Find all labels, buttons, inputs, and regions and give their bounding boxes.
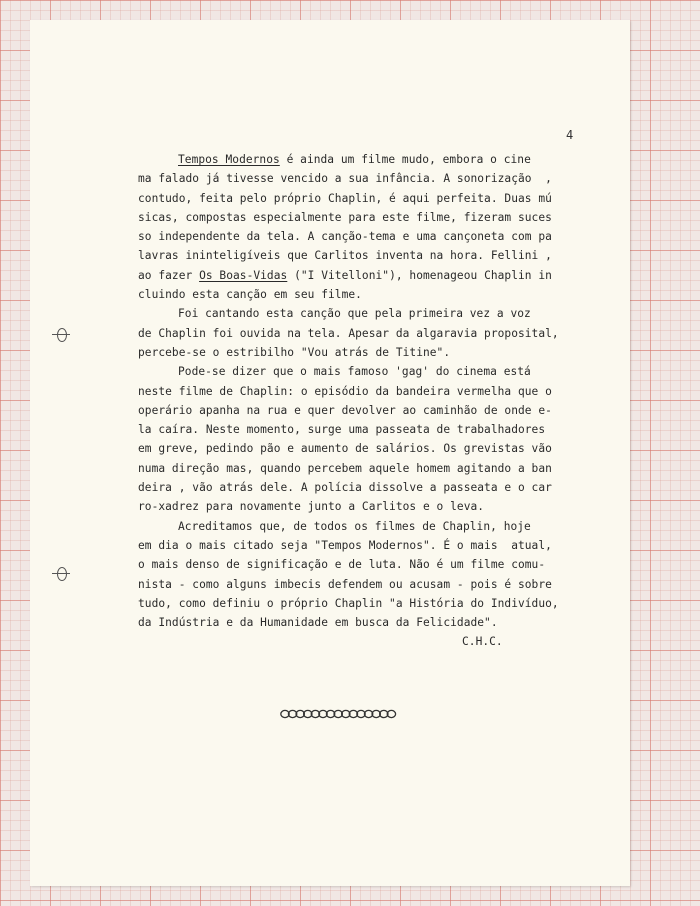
- text-segment: sicas, compostas especialmente para este filme, fizeram suces: [138, 210, 552, 224]
- body-text: [138, 150, 588, 652]
- text-segment: la caíra. Neste momento, surge uma passeata de trabalhadores: [138, 423, 546, 437]
- text-segment: nista - como alguns imbecis defendem ou acusam - pois é sobre: [138, 577, 552, 591]
- text-line: [138, 613, 588, 632]
- text-line: [138, 362, 588, 381]
- text-segment: é ainda um filme mudo, embora o cine: [279, 153, 531, 166]
- text-line: [138, 575, 588, 594]
- text-segment: da Indústria e da Humanidade em busca da Felicidade".: [138, 616, 498, 630]
- text-line: [138, 169, 588, 188]
- text-line: [138, 594, 588, 613]
- text-line: [138, 497, 588, 516]
- text-line: [138, 343, 588, 362]
- text-line: [138, 401, 588, 420]
- text-segment: ("I Vitelloni"), homenageou Chaplin in: [287, 268, 552, 282]
- text-line: [138, 208, 588, 227]
- text-line: [138, 478, 588, 497]
- text-segment: Foi cantando esta canção que pela primeira vez a voz: [178, 307, 531, 321]
- text-segment: neste filme de Chaplin: o episódio da bandeira vermelha que o: [138, 384, 552, 398]
- text-segment: ao fazer: [138, 268, 200, 282]
- text-segment: tudo, como definiu o próprio Chaplin "a História do Indivíduo,: [138, 596, 559, 610]
- ornament-divider: [280, 708, 402, 720]
- text-segment: ro-xadrez para novamente junto a Carlitos e o leva.: [138, 500, 485, 514]
- text-segment: so independente da tela. A canção-tema e uma cançoneta com pa: [138, 230, 552, 244]
- punch-hole-mark-top: [57, 328, 67, 342]
- text-line: [138, 227, 588, 246]
- text-line: [138, 459, 588, 478]
- punch-hole-mark-bottom: [57, 567, 67, 581]
- page-number: 4: [566, 128, 574, 142]
- text-line: [138, 555, 588, 574]
- text-line: [138, 266, 588, 285]
- text-line: [138, 420, 588, 439]
- text-segment: em greve, pedindo pão e aumento de salários. Os grevistas vão: [138, 442, 552, 456]
- text-segment: lavras ininteligíveis que Carlitos inventa na hora. Fellini ,: [138, 249, 552, 263]
- text-line: [138, 517, 588, 536]
- text-segment: operário apanha na rua e quer devolver ao caminhão de onde e-: [138, 403, 552, 417]
- text-segment: de Chaplin foi ouvida na tela. Apesar da algaravia proposital,: [138, 326, 559, 340]
- text-line: [138, 150, 588, 169]
- underlined-title: Tempos Modernos: [178, 153, 280, 166]
- text-segment: Pode-se dizer que o mais famoso 'gag' do cinema está: [178, 365, 531, 379]
- text-segment: deira , vão atrás dele. A polícia dissolve a passeata e o car: [138, 481, 552, 495]
- text-line: [138, 439, 588, 458]
- text-segment: contudo, feita pelo próprio Chaplin, é aqui perfeita. Duas mú: [138, 191, 552, 205]
- text-line: [138, 324, 588, 343]
- text-line: [138, 382, 588, 401]
- text-segment: em dia o mais citado seja "Tempos Modernos". É o mais atual,: [138, 538, 552, 552]
- text-segment: cluindo esta canção em seu filme.: [138, 288, 362, 302]
- text-segment: percebe-se o estribilho "Vou atrás de Titine".: [138, 345, 451, 359]
- text-line: [138, 536, 588, 555]
- text-segment: ma falado já tivesse vencido a sua infância. A sonorização ,: [138, 172, 552, 186]
- text-line: [138, 189, 588, 208]
- underlined-title: Os Boas-Vidas: [199, 268, 288, 282]
- text-segment: numa direção mas, quando percebem aquele homem agitando a ban: [138, 461, 552, 475]
- text-segment: Acreditamos que, de todos os filmes de Chaplin, hoje: [178, 519, 531, 533]
- text-line: [138, 285, 588, 304]
- signature-initials: C.H.C.: [462, 635, 503, 649]
- text-line: [138, 246, 588, 265]
- text-line: [138, 304, 588, 323]
- text-segment: o mais denso de significação e de luta. Não é um filme comu-: [138, 558, 546, 572]
